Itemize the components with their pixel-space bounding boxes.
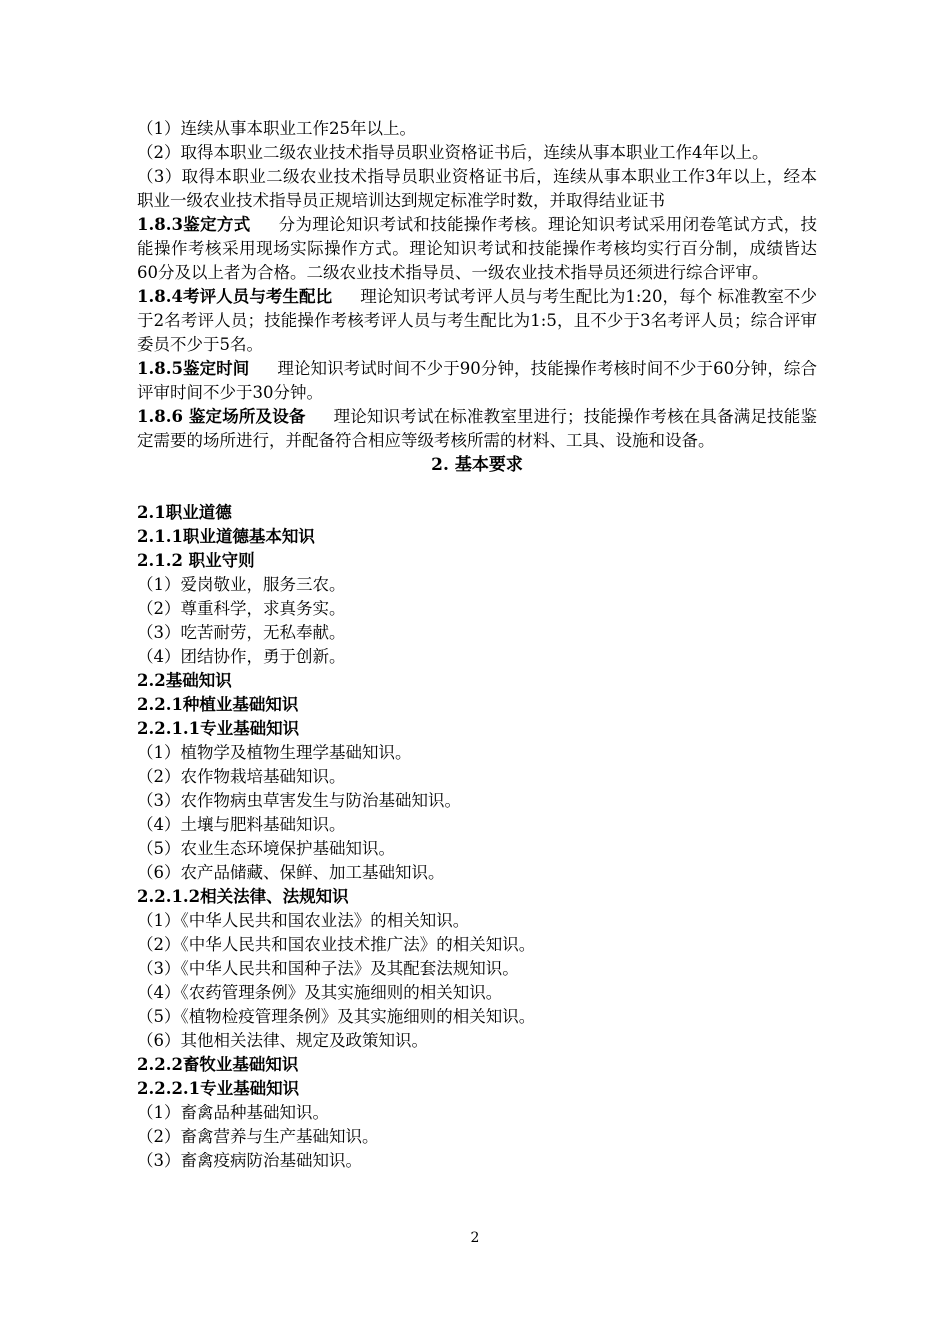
text-1-8-5: 理论知识考试时间不少于90分钟，技能操作考核时间不少于60分钟，综合评审时间不少于30分钟。	[137, 359, 817, 402]
heading-2-2-1: 2.2.1种植业基础知识	[137, 695, 299, 714]
heading-2-1-1: 2.1.1职业道德基本知识	[137, 527, 315, 546]
text-1-8-3: 分为理论知识考试和技能操作考核。理论知识考试采用闭卷笔试方式，技能操作考核采用现场实际操作方式。理论知识考试和技能操作考核均实行百分制，成绩皆达60分及以上者为合格。二级农业技术指导员、一级农业技术指导员还须进行综合评审。	[137, 215, 817, 282]
paragraph-1-8-5	[137, 357, 817, 405]
spacer	[137, 477, 817, 501]
list-item: （3）农作物病虫草害发生与防治基础知识。	[137, 791, 461, 810]
list-item: （3）畜禽疫病防治基础知识。	[137, 1151, 362, 1170]
list-item: （1）《中华人民共和国农业法》的相关知识。	[137, 911, 470, 930]
list-item: （1）爱岗敬业，服务三农。	[137, 575, 346, 594]
heading-1-8-3: 1.8.3鉴定方式	[137, 215, 251, 234]
list-item: （6）农产品储藏、保鲜、加工基础知识。	[137, 863, 445, 882]
list-item: （2）尊重科学，求真务实。	[137, 599, 346, 618]
heading-2-1: 2.1职业道德	[137, 503, 232, 522]
heading-2-2: 2.2基础知识	[137, 671, 232, 690]
heading-2-2-1-1: 2.2.1.1专业基础知识	[137, 719, 300, 738]
requirement-item: （2）取得本职业二级农业技术指导员职业资格证书后，连续从事本职业工作4年以上。	[137, 143, 769, 162]
paragraph-1-8-3	[137, 213, 817, 285]
section-title: 2. 基本要求	[431, 455, 523, 475]
heading-2-1-2: 2.1.2 职业守则	[137, 551, 255, 570]
heading-1-8-4: 1.8.4考评人员与考生配比	[137, 287, 333, 306]
list-item: （5）《植物检疫管理条例》及其实施细则的相关知识。	[137, 1007, 536, 1026]
heading-2-2-2: 2.2.2畜牧业基础知识	[137, 1055, 299, 1074]
requirement-item: （1）连续从事本职业工作25年以上。	[137, 119, 416, 138]
heading-2-2-1-2: 2.2.1.2相关法律、法规知识	[137, 887, 349, 906]
heading-1-8-5: 1.8.5鉴定时间	[137, 359, 250, 378]
list-item: （2）畜禽营养与生产基础知识。	[137, 1127, 379, 1146]
list-item: （3）《中华人民共和国种子法》及其配套法规知识。	[137, 959, 519, 978]
page-number: 2	[470, 1230, 480, 1246]
document-page	[137, 117, 817, 1173]
list-item: （1）植物学及植物生理学基础知识。	[137, 743, 412, 762]
list-item: （1）畜禽品种基础知识。	[137, 1103, 329, 1122]
list-item: （4）团结协作，勇于创新。	[137, 647, 346, 666]
heading-1-8-6: 1.8.6 鉴定场所及设备	[137, 407, 306, 426]
list-item: （2）《中华人民共和国农业技术推广法》的相关知识。	[137, 935, 536, 954]
list-item: （3）吃苦耐劳，无私奉献。	[137, 623, 346, 642]
paragraph-1-8-6	[137, 405, 817, 453]
text-1-8-6: 理论知识考试在标准教室里进行；技能操作考核在具备满足技能鉴定需要的场所进行，并配备符合相应等级考核所需的材料、工具、设施和设备。	[137, 407, 817, 450]
list-item: （4）《农药管理条例》及其实施细则的相关知识。	[137, 983, 503, 1002]
list-item: （4）土壤与肥料基础知识。	[137, 815, 346, 834]
list-item: （2）农作物栽培基础知识。	[137, 767, 346, 786]
text-1-8-4: 理论知识考试考评人员与考生配比为1:20，每个 标准教室不少于2名考评人员；技能操作考核考评人员与考生配比为1:5，且不少于3名考评人员；综合评审委员不少于5名。	[137, 287, 817, 354]
list-item: （6）其他相关法律、规定及政策知识。	[137, 1031, 428, 1050]
requirement-item: （3）取得本职业二级农业技术指导员职业资格证书后，连续从事本职业工作3年以上，经本职业一级农业技术指导员正规培训达到规定标准学时数，并取得结业证书	[137, 167, 817, 210]
paragraph-1-8-4	[137, 285, 817, 357]
heading-2-2-2-1: 2.2.2.1专业基础知识	[137, 1079, 300, 1098]
list-item: （5）农业生态环境保护基础知识。	[137, 839, 395, 858]
